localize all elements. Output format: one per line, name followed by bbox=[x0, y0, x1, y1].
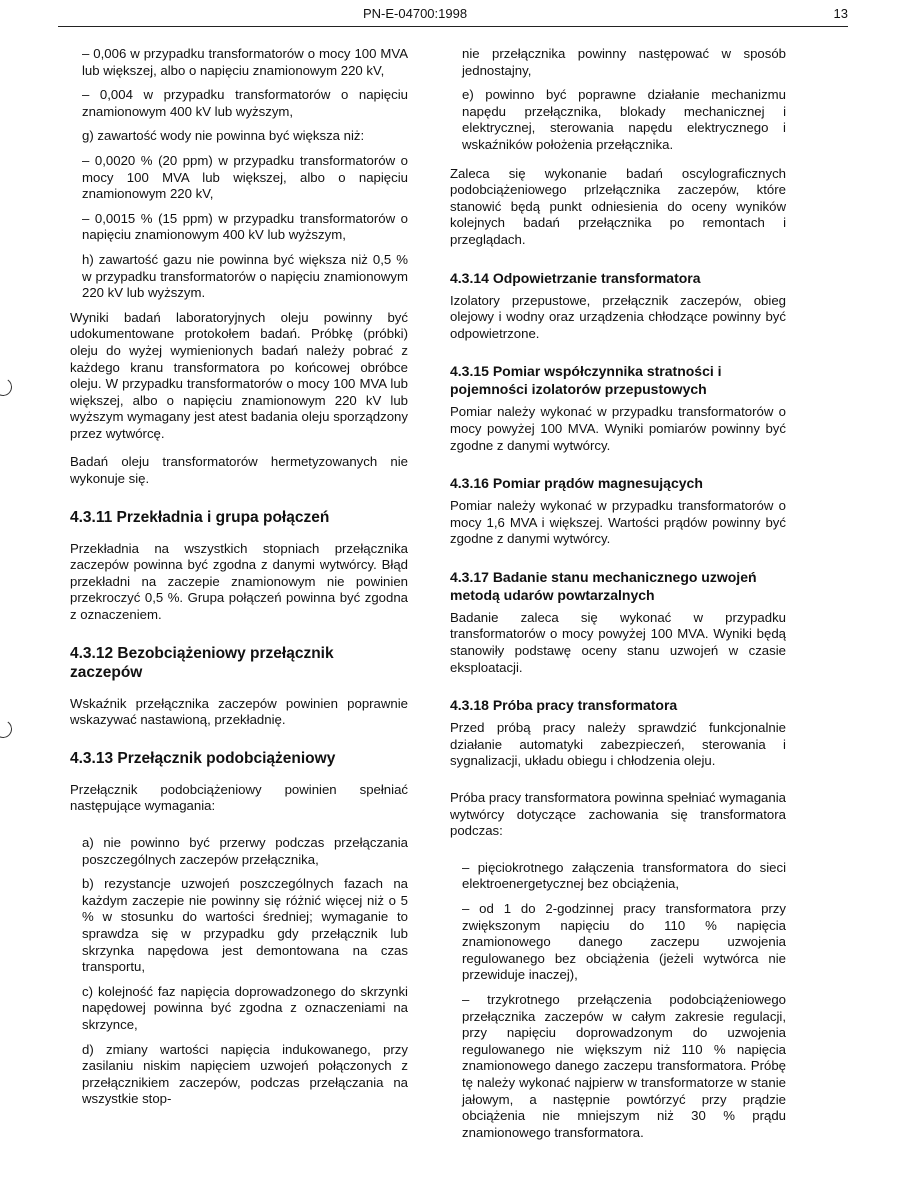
paragraph: Przekładnia na wszystkich stopniach przełącznika zaczepów powinna być zgodna z danymi wytwórcy. Błąd przekładni na zaczepie znamionowym nie powinien przekroczyć 0,5 %. Grupa połączeń powinna być zgodna z oznaczeniem. bbox=[70, 540, 408, 623]
list-item: – 0,0020 % (20 ppm) w przypadku transformatorów o mocy 100 MVA lub większej, albo o napięciu znamionowym 220 kV, bbox=[82, 152, 408, 202]
section-heading: 4.3.17 Badanie stanu mechanicznego uzwojeń metodą udarów powtarzalnych bbox=[450, 568, 757, 603]
list-item: b) rezystancje uzwojeń poszczególnych fazach na każdym zaczepie nie powinny się różnić więcej niż o 5 % w stosunku do wartości średniej; wymaganie to sprawdza się w przypadku gdy przełącznik lub skrzynka napędowa jest demontowana na czas transportu, bbox=[82, 876, 408, 975]
page-number: 13 bbox=[833, 6, 848, 21]
list-item: – trzykrotnego przełączenia podobciążeniowego przełącznika zaczepów w całym zakresie regulacji, przy napięciu doprowadzonym do uzwojenia regulowanego nie większym niż 110 % napięcia znamionowego danego zaczepu transformatora. Próbę tę należy wykonać najpierw w transformatorze w stanie jałowym, a następnie powtórzyć przy prądzie obciążenia nie mniejszym niż 30 % prądu znamionowego transformatora. bbox=[462, 991, 786, 1140]
list-item: a) nie powinno być przerwy podczas przełączania poszczególnych zaczepów przełącznika, bbox=[82, 835, 408, 867]
paragraph: Pomiar należy wykonać w przypadku transformatorów o mocy 1,6 MVA i większej. Wartości prądów powinny być zgodne z danymi wytwórcy. bbox=[450, 498, 786, 547]
punch-hole-mark bbox=[0, 719, 13, 740]
list-item: h) zawartość gazu nie powinna być większa niż 0,5 % w przypadku transformatorów o napięciu znamionowym 220 kV lub wyższym. bbox=[82, 251, 408, 301]
section-heading: 4.3.13 Przełącznik podobciążeniowy bbox=[70, 749, 336, 767]
list-item: d) zmiany wartości napięcia indukowanego, przy zasilaniu niskim napięciem uzwojeń połączonych z przełącznikiem zaczepów, podczas przełączania na wszystkie stop- bbox=[82, 1041, 408, 1107]
list-item: nie przełącznika powinny następować w sposób jednostajny, bbox=[462, 46, 786, 78]
paragraph: Przed próbą pracy należy sprawdzić funkcjonalnie działanie automatyki zabezpieczeń, sterowania i sygnalizacji, układu obiegu i chłodzenia oleju. bbox=[450, 720, 786, 769]
paragraph: Badań oleju transformatorów hermetyzowanych nie wykonuje się. bbox=[70, 454, 408, 487]
list-item: – 0,0015 % (15 ppm) w przypadku transformatorów o napięciu znamionowym 400 kV lub wyższym, bbox=[82, 210, 408, 243]
paragraph: Próba pracy transformatora powinna spełniać wymagania wytwórcy dotyczące zachowania się transformatora podczas: bbox=[450, 790, 786, 839]
list-item: c) kolejność faz napięcia doprowadzonego do skrzynki napędowej powinna być zgodna z oznaczeniami na skrzynce, bbox=[82, 983, 408, 1032]
page-header bbox=[58, 0, 848, 27]
right-column bbox=[450, 46, 786, 1149]
list-item: – 0,004 w przypadku transformatorów o napięciu znamionowym 400 kV lub wyższym, bbox=[82, 87, 408, 119]
list-item: – pięciokrotnego załączenia transformatora do sieci elektroenergetycznej bez obciążenia, bbox=[462, 859, 786, 892]
section-heading: 4.3.14 Odpowietrzanie transformatora bbox=[450, 269, 701, 286]
punch-hole-mark bbox=[0, 377, 13, 398]
section-heading: 4.3.18 Próba pracy transformatora bbox=[450, 697, 678, 714]
list-item: – od 1 do 2-godzinnej pracy transformatora przy zwiększonym napięciu do 110 % napięcia znamionowego danego zaczepu uzwojenia regulowanego bez obciążenia (jeżeli wytwórca nie przewiduje inaczej), bbox=[462, 901, 786, 983]
section-heading: 4.3.16 Pomiar prądów magnesujących bbox=[450, 475, 703, 492]
paragraph: Przełącznik podobciążeniowy powinien spełniać następujące wymagania: bbox=[70, 781, 408, 814]
section-heading: 4.3.12 Bezobciążeniowy przełącznik zaczepów bbox=[70, 644, 334, 681]
section-heading: 4.3.11 Przekładnia i grupa połączeń bbox=[70, 508, 330, 526]
list-item: g) zawartość wody nie powinna być większa niż: bbox=[82, 128, 365, 144]
section-heading: 4.3.15 Pomiar współczynnika stratności i pojemności izolatorów przepustowych bbox=[450, 363, 722, 398]
list-item: – 0,006 w przypadku transformatorów o mocy 100 MVA lub większej, albo o napięciu znamionowym 220 kV, bbox=[82, 46, 408, 78]
paragraph: Zaleca się wykonanie badań oscylograficznych podobciążeniowego prlzełącznika zaczepów, które stanowić będą punkt odniesienia do oceny wyników kolejnych badań przełącznika po remontach i przeglądach. bbox=[450, 165, 786, 247]
paragraph: Izolatory przepustowe, przełącznik zaczepów, obieg olejowy i wodny oraz urządzenia chłodzące powinny być odpowietrzone. bbox=[450, 292, 786, 341]
left-column bbox=[70, 46, 408, 1116]
paragraph: Badanie zaleca się wykonać w przypadku transformatorów o mocy powyżej 100 MVA. Wyniki będą stanowiły podstawę oceny stanu uzwojeń w czasie eksploatacji. bbox=[450, 609, 786, 675]
paragraph: Wskaźnik przełącznika zaczepów powinien poprawnie wskazywać nastawioną, przekładnię. bbox=[70, 695, 408, 728]
list-item: e) powinno być poprawne działanie mechanizmu napędu przełącznika, blokady mechanicznej i elektrycznej, sterowania napędu elektrycznego i wskaźników położenia przełącznika. bbox=[462, 87, 786, 152]
standard-number: PN-E-04700:1998 bbox=[363, 6, 468, 21]
paragraph: Pomiar należy wykonać w przypadku transformatorów o mocy powyżej 100 MVA. Wyniki pomiarów powinny być zgodne z danymi wytwórcy. bbox=[450, 404, 786, 453]
paragraph: Wyniki badań laboratoryjnych oleju powinny być udokumentowane protokołem badań. Próbkę (próbki) oleju do wyżej wymienionych badań należy pobrać z każdego kranu transformatora po końcowej obróbce oleju. W przypadku transformatorów o mocy 100 MVA lub większej, albo o napięciu znamionowym 220 kV lub wyższym wymagany jest atest badania oleju sporządzony przez wytwórcę. bbox=[70, 309, 408, 441]
